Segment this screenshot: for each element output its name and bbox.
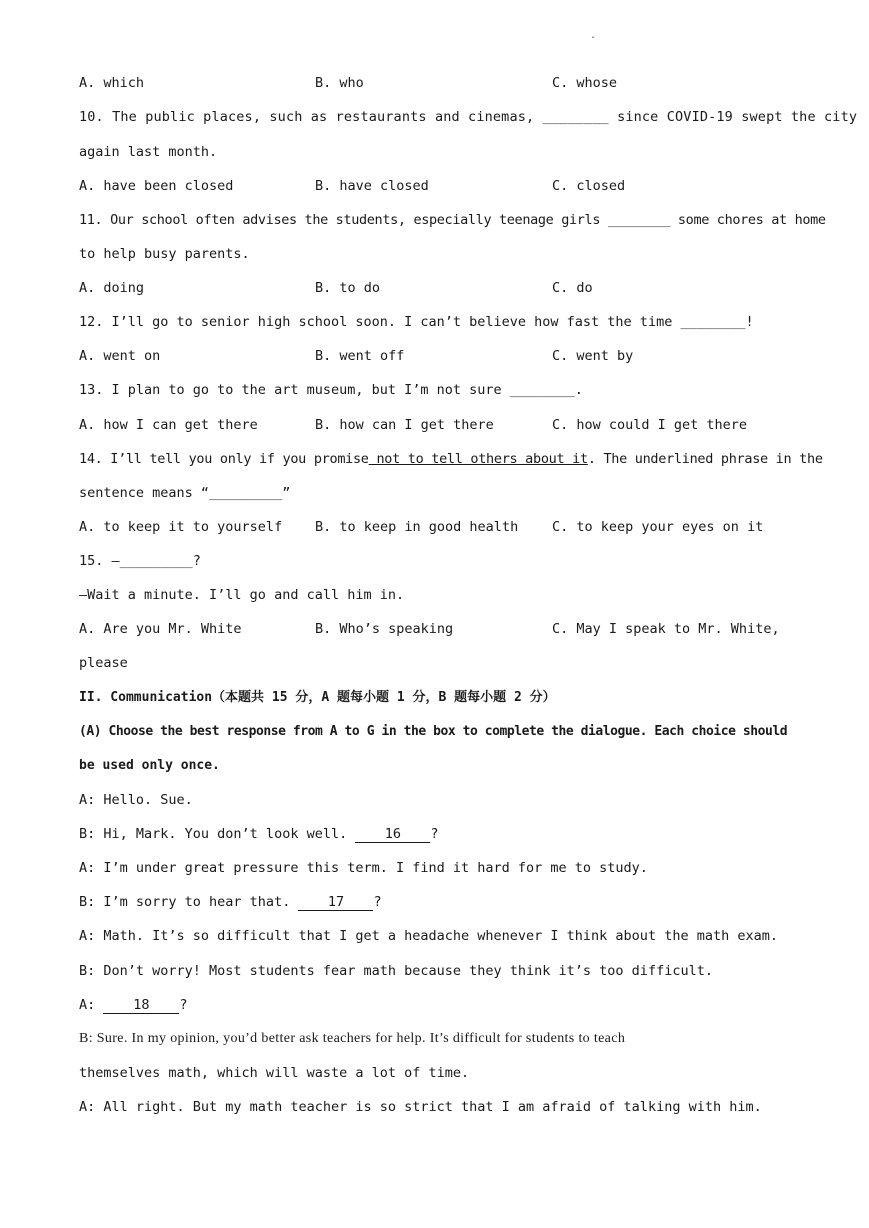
- q14-stem-pre: 14. I’ll tell you only if you promise: [79, 451, 369, 467]
- dialogue-line: [79, 825, 438, 843]
- q12-stem: 12. I’ll go to senior high school soon. I can’t believe how fast the time ________!: [79, 314, 754, 330]
- dialogue-line: A: All right. But my math teacher is so strict that I am afraid of talking with him.: [79, 1099, 762, 1115]
- q11-stem-pre: 11. Our school often advises the students, especially teenage girls: [79, 212, 608, 228]
- q14-stem-post: . The underlined phrase in the: [587, 451, 823, 467]
- q15-option-b: B. Who’s speaking: [315, 621, 454, 637]
- q10-stem-post: since COVID-19 swept the city: [608, 109, 858, 125]
- answer-blank-17: 17: [298, 895, 373, 911]
- dialogue-line: A: Hello. Sue.: [79, 792, 193, 808]
- q10-blank: ________: [542, 109, 609, 125]
- q10-option-c: C. closed: [552, 178, 626, 194]
- answer-blank-16: 16: [355, 827, 430, 843]
- q14-option-c: C. to keep your eyes on it: [552, 519, 764, 535]
- q12-option-c: C. went by: [552, 348, 634, 364]
- answer-blank-18: 18: [103, 998, 179, 1014]
- dialogue-line: A: I’m under great pressure this term. I find it hard for me to study.: [79, 860, 648, 876]
- dialogue-line: B: Sure. In my opinion, you’d better ask teachers for help. It’s difficult for students to teach: [79, 1031, 626, 1046]
- q10-option-b: B. have closed: [315, 178, 429, 194]
- q11-option-b: B. to do: [315, 280, 381, 296]
- q11-blank: ________: [607, 212, 671, 228]
- q13-option-a: A. how I can get there: [79, 417, 258, 433]
- dialogue-line: [79, 893, 382, 911]
- section-instruction-cont: be used only once.: [79, 758, 220, 773]
- dialogue-text: A:: [79, 997, 104, 1013]
- dialogue-line: themselves math, which will waste a lot of time.: [79, 1065, 470, 1081]
- q11-stem-cont: to help busy parents.: [79, 246, 250, 262]
- q15-option-c-cont: please: [79, 655, 128, 671]
- q14-stem: [79, 450, 823, 468]
- q15-response: —Wait a minute. I’ll go and call him in.: [79, 587, 405, 603]
- q13-option-b: B. how can I get there: [315, 417, 494, 433]
- q12-option-a: A. went on: [79, 348, 161, 364]
- header-mark: .: [590, 30, 597, 41]
- q10-stem: [79, 108, 857, 126]
- q14-underlined-phrase: not to tell others about it: [368, 451, 588, 467]
- q9-option-c: C. whose: [552, 75, 618, 91]
- q14-option-a: A. to keep it to yourself: [79, 519, 283, 535]
- q15-stem: 15. —_________?: [79, 553, 201, 569]
- q14-stem-cont: sentence means “_________”: [79, 485, 291, 501]
- dialogue-line: B: Don’t worry! Most students fear math because they think it’s too difficult.: [79, 963, 713, 979]
- q15-option-c: C. May I speak to Mr. White,: [552, 621, 780, 637]
- dialogue-text: ?: [430, 826, 439, 842]
- dialogue-text: B: I’m sorry to hear that.: [79, 894, 299, 910]
- q11-option-a: A. doing: [79, 280, 145, 296]
- q14-option-b: B. to keep in good health: [315, 519, 519, 535]
- q13-stem: 13. I plan to go to the art museum, but I’m not sure ________.: [79, 382, 583, 398]
- q11-option-c: C. do: [552, 280, 593, 296]
- q9-option-b: B. who: [315, 75, 364, 91]
- q12-option-b: B. went off: [315, 348, 405, 364]
- q10-stem-cont: again last month.: [79, 144, 218, 160]
- q11-stem-post: some chores at home: [670, 212, 826, 228]
- q11-stem: [79, 211, 826, 229]
- dialogue-text: B: Hi, Mark. You don’t look well.: [79, 826, 356, 842]
- section-instruction: (A) Choose the best response from A to G in the box to complete the dialogue. Each choice should: [79, 724, 788, 739]
- dialogue-text: ?: [179, 997, 188, 1013]
- q13-option-c: C. how could I get there: [552, 417, 748, 433]
- q9-option-a: A. which: [79, 75, 145, 91]
- dialogue-line: A: Math. It’s so difficult that I get a headache whenever I think about the math exam.: [79, 928, 778, 944]
- dialogue-line: [79, 996, 188, 1014]
- q10-stem-pre: 10. The public places, such as restaurants and cinemas,: [79, 109, 543, 125]
- dialogue-text: ?: [373, 894, 382, 910]
- q15-option-a: A. Are you Mr. White: [79, 621, 242, 637]
- q10-option-a: A. have been closed: [79, 178, 234, 194]
- section-title: II. Communication（本题共 15 分，A 题每小题 1 分，B 题每小题 2 分）: [79, 690, 556, 705]
